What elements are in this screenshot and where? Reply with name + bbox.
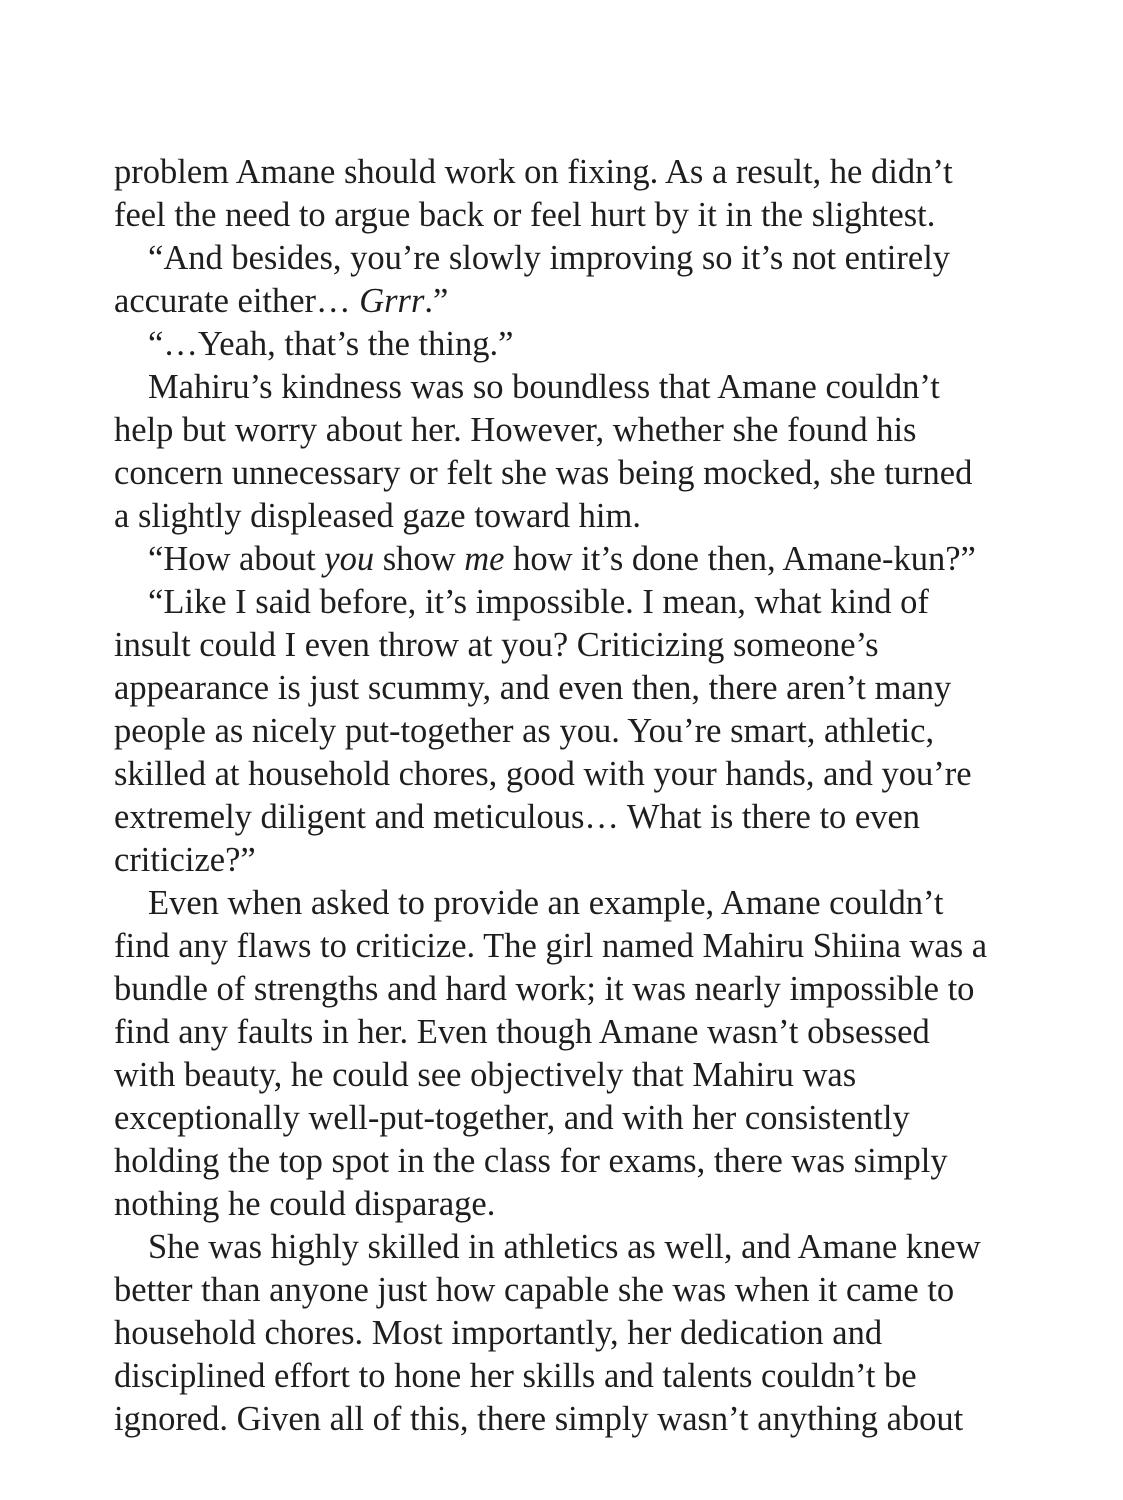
italic-text: you (324, 540, 375, 578)
text-run: insult could I even throw at you? Criticizing someone’s (114, 626, 879, 664)
text-line (114, 1140, 1014, 1183)
text-line (114, 409, 1014, 452)
text-line (114, 237, 1014, 280)
text-run: how it’s done then, Amane-kun?” (504, 540, 976, 578)
text-run: “And besides, you’re slowly improving so it’s not entirely (148, 239, 951, 277)
text-line (114, 667, 1014, 710)
text-line (114, 753, 1014, 796)
text-line (114, 452, 1014, 495)
text-run: a slightly displeased gaze toward him. (114, 497, 641, 535)
text-line (114, 1054, 1014, 1097)
text-run: help but worry about her. However, whether she found his (114, 411, 917, 449)
text-run: feel the need to argue back or feel hurt by it in the slightest. (114, 196, 936, 234)
text-run: .” (424, 282, 449, 320)
text-line (114, 796, 1014, 839)
text-line (114, 366, 1014, 409)
text-run: better than anyone just how capable she was when it came to (114, 1271, 955, 1309)
text-line (114, 1312, 1014, 1355)
text-run: “…Yeah, that’s the thing.” (148, 325, 514, 363)
text-line (114, 495, 1014, 538)
text-line (114, 151, 1014, 194)
text-run: concern unnecessary or felt she was being mocked, she turned (114, 454, 973, 492)
text-run: Mahiru’s kindness was so boundless that Amane couldn’t (148, 368, 940, 406)
text-line (114, 968, 1014, 1011)
text-line (114, 194, 1014, 237)
text-run: skilled at household chores, good with your hands, and you’re (114, 755, 972, 793)
text-run: show (374, 540, 465, 578)
text-line (114, 624, 1014, 667)
text-run: exceptionally well-put-together, and with her consistently (114, 1099, 910, 1137)
text-run: holding the top spot in the class for exams, there was simply (114, 1142, 948, 1180)
text-run: household chores. Most importantly, her dedication and (114, 1314, 883, 1352)
text-line (114, 1183, 1014, 1226)
text-line (114, 280, 1014, 323)
text-line (114, 1355, 1014, 1398)
text-run: extremely diligent and meticulous… What is there to even (114, 798, 921, 836)
text-line (114, 581, 1014, 624)
text-run: accurate either… (114, 282, 360, 320)
italic-text: me (464, 540, 505, 578)
text-run: criticize?” (114, 841, 256, 879)
text-line (114, 925, 1014, 968)
text-run: nothing he could disparage. (114, 1185, 496, 1223)
text-run: bundle of strengths and hard work; it was nearly impossible to (114, 970, 975, 1008)
text-run: problem Amane should work on fixing. As a result, he didn’t (114, 153, 953, 191)
text-run: ignored. Given all of this, there simply wasn’t anything about (114, 1400, 964, 1438)
text-line (114, 882, 1014, 925)
text-line (114, 1226, 1014, 1269)
text-line (114, 1011, 1014, 1054)
text-run: “Like I said before, it’s impossible. I mean, what kind of (148, 583, 929, 621)
text-run: She was highly skilled in athletics as well, and Amane knew (148, 1228, 981, 1266)
italic-text: Grrr (359, 282, 425, 320)
text-run: find any faults in her. Even though Amane wasn’t obsessed (114, 1013, 930, 1051)
text-line (114, 1097, 1014, 1140)
text-run: disciplined effort to hone her skills and talents couldn’t be (114, 1357, 917, 1395)
text-line (114, 839, 1014, 882)
text-run: with beauty, he could see objectively that Mahiru was (114, 1056, 857, 1094)
text-line (114, 1269, 1014, 1312)
text-line (114, 1398, 1014, 1441)
text-line (114, 710, 1014, 753)
text-run: people as nicely put-together as you. You’re smart, athletic, (114, 712, 935, 750)
text-run: Even when asked to provide an example, Amane couldn’t (148, 884, 944, 922)
text-run: find any flaws to criticize. The girl named Mahiru Shiina was a (114, 927, 988, 965)
text-run: appearance is just scummy, and even then, there aren’t many (114, 669, 952, 707)
text-run: “How about (148, 540, 325, 578)
book-page-text (114, 151, 1014, 1441)
text-line (114, 323, 1014, 366)
text-line (114, 538, 1014, 581)
